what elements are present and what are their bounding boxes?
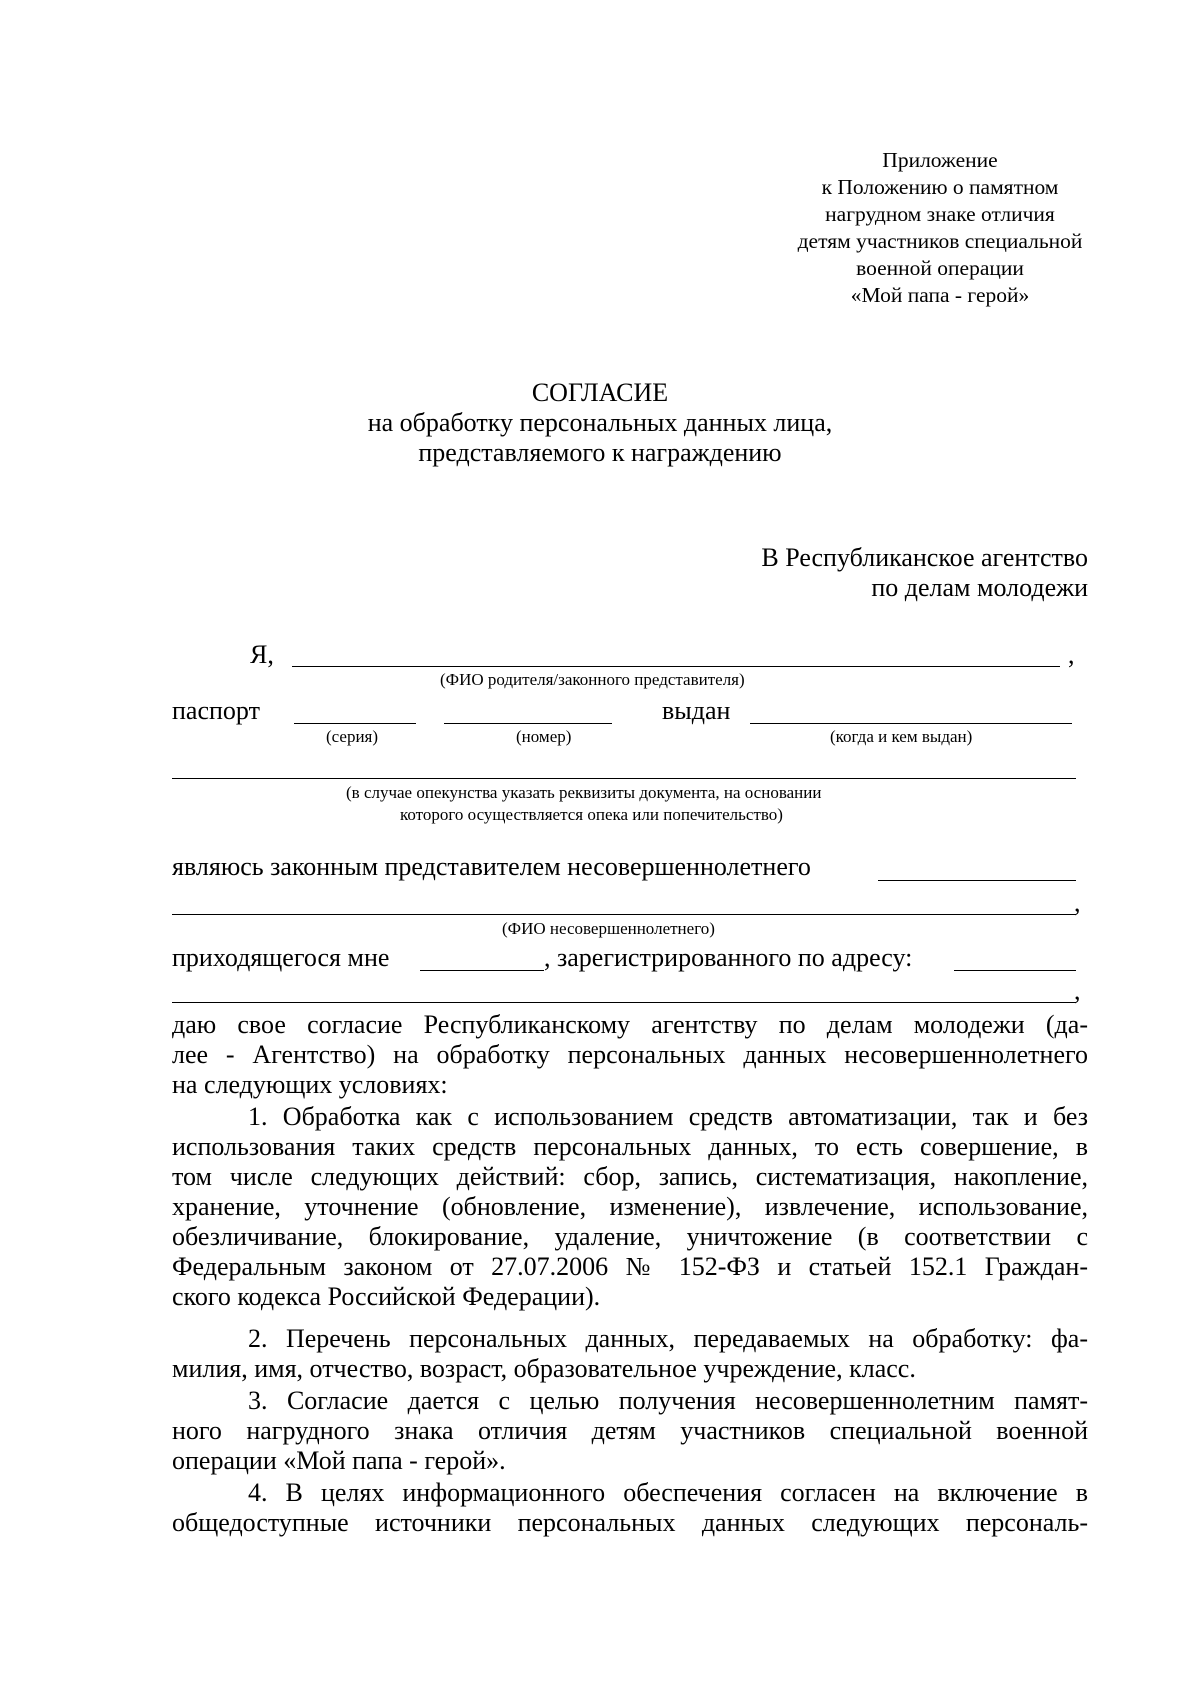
parent-fio-field[interactable] [292, 666, 1060, 667]
passport-number-field[interactable] [444, 723, 612, 724]
document-subtitle: представляемого к награждению [418, 438, 782, 467]
comma: , [1074, 888, 1081, 917]
passport-issued-field[interactable] [750, 723, 1072, 724]
appendix-line: нагрудном знаке отличия [825, 202, 1055, 226]
appendix-line: военной операции [856, 256, 1024, 280]
paragraph-line: 3. Согласие дается с целью получения несовершеннолетним памят- [248, 1386, 1088, 1415]
consent-intro-paragraph [172, 1010, 1088, 1100]
paragraph-line: использования таких средств персональных данных, то есть совершение, в [172, 1132, 1088, 1161]
relation-text: приходящегося мне [172, 943, 390, 972]
address-field[interactable] [172, 1002, 1076, 1003]
appendix-line: Приложение [882, 148, 998, 172]
i-label: Я, [250, 640, 274, 669]
paragraph-line: хранение, уточнение (обновление, изменение), извлечение, использование, [172, 1192, 1088, 1221]
consent-item-2 [172, 1324, 1088, 1384]
guardianship-caption: которого осуществляется опека или попечительство) [400, 805, 783, 824]
appendix-header [740, 147, 1140, 309]
guardianship-document-field[interactable] [172, 778, 1076, 779]
series-caption: (серия) [326, 727, 379, 746]
paragraph-line: милия, имя, отчество, возраст, образовательное учреждение, класс. [172, 1354, 916, 1383]
paragraph-line: ского кодекса Российской Федерации). [172, 1282, 601, 1311]
address-field-start[interactable] [954, 970, 1076, 971]
document-subtitle: на обработку персональных данных лица, [367, 408, 833, 437]
paragraph-line: общедоступные источники персональных данных следующих персональ- [172, 1508, 1088, 1537]
issued-caption: (когда и кем выдан) [830, 727, 973, 746]
paragraph-line: ного нагрудного знака отличия детям участников специальной военной [172, 1416, 1088, 1445]
appendix-line: «Мой папа - герой» [850, 283, 1030, 307]
minor-fio-field[interactable] [172, 914, 1076, 915]
issued-label: выдан [662, 696, 731, 725]
paragraph-line: обезличивание, блокирование, удаление, уничтожение (в соответствии с [172, 1222, 1088, 1251]
document-title: СОГЛАСИЕ [531, 378, 669, 407]
guardianship-caption: (в случае опекунства указать реквизиты документа, на основании [346, 783, 822, 802]
consent-item-1 [172, 1102, 1088, 1312]
appendix-line: к Положению о памятном [821, 175, 1059, 199]
registered-text: , зарегистрированного по адресу: [544, 943, 913, 972]
paragraph-line: операции «Мой папа - герой». [172, 1446, 506, 1475]
number-caption: (номер) [516, 727, 572, 746]
comma: , [1074, 976, 1081, 1005]
consent-item-4 [172, 1478, 1088, 1538]
parent-fio-caption: (ФИО родителя/законного представителя) [440, 670, 745, 689]
paragraph-line: Федеральным законом от 27.07.2006 № 152-ФЗ и статьей 152.1 Граждан- [172, 1252, 1088, 1281]
paragraph-line: на следующих условиях: [172, 1070, 448, 1099]
paragraph-line: лее - Агентство) на обработку персональных данных несовершеннолетнего [172, 1040, 1088, 1069]
minor-fio-caption: (ФИО несовершеннолетнего) [502, 919, 715, 938]
passport-series-field[interactable] [294, 723, 416, 724]
paragraph-line: даю свое согласие Республиканскому агентству по делам молодежи (да- [172, 1010, 1088, 1039]
representative-text: являюсь законным представителем несовершеннолетнего [172, 852, 811, 881]
minor-fio-field-start[interactable] [878, 880, 1076, 881]
document-title-block [300, 378, 900, 468]
paragraph-line: 2. Перечень персональных данных, передаваемых на обработку: фа- [248, 1324, 1088, 1353]
relation-field[interactable] [420, 970, 544, 971]
paragraph-line: 4. В целях информационного обеспечения согласен на включение в [248, 1478, 1088, 1507]
appendix-line: детям участников специальной [797, 229, 1083, 253]
consent-item-3 [172, 1386, 1088, 1476]
addressee-block [761, 543, 1088, 603]
passport-label: паспорт [172, 696, 260, 725]
addressee-line: В Республиканское агентство [761, 543, 1088, 572]
paragraph-line: том числе следующих действий: сбор, запись, систематизация, накопление, [172, 1162, 1088, 1191]
addressee-line: по делам молодежи [871, 573, 1088, 602]
paragraph-line: 1. Обработка как с использованием средств автоматизации, так и без [248, 1102, 1088, 1131]
comma: , [1068, 640, 1075, 669]
